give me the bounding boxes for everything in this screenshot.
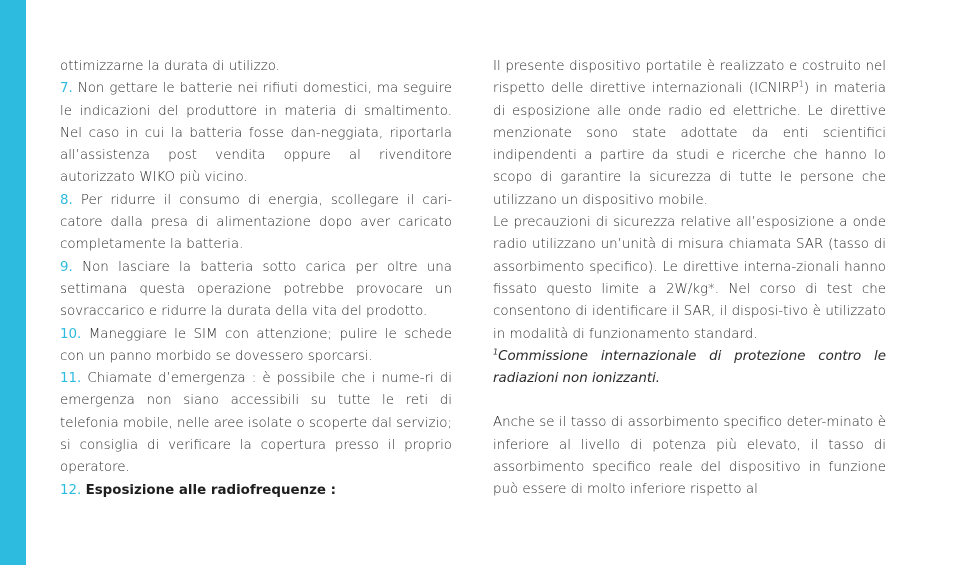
list-item-10 [60,324,452,369]
list-item-11 [60,368,452,479]
item-text: Per ridurre il consumo di energia, scollegare il cari-catore dalla presa di alimentazione dopo aver caricato completamente la batteria. [60,192,452,253]
list-item-7 [60,78,452,189]
section-heading-12 [60,480,452,502]
footnote [493,346,886,391]
item-text: Non gettare le batterie nei rifiuti domestici, ma seguire le indicazioni del produttore in materia di smaltimento. Nel caso in cui la batteria fosse dan-neggiata, riportarla all’assistenza post vendita oppure al rivenditore autorizzato WIKO più vicino. [60,81,452,186]
paragraph-icnirp [493,56,886,212]
item-number: 11. [60,371,82,387]
heading-text: Esposizione alle radiofrequenze : [85,482,336,498]
paragraph-gap [493,390,886,412]
list-item-9 [60,257,452,324]
item-number: 9. [60,259,73,275]
item-number: 7. [60,81,73,97]
item-text: Maneggiare le SIM con attenzione; pulire le schede con un panno morbido se dovessero sporcarsi. [60,326,452,364]
accent-side-bar [0,0,26,565]
paragraph-sar: Le precauzioni di sicurezza relative all’esposizione a onde radio utilizzano un’unità di misura chiamata SAR (tasso di assorbimento specifico). Le direttive interna-zionali hanno fissato questo limite a 2W/kg*. Nel corso di test che consentono di identificare il SAR, il disposi-tivo è utilizzato in modalità di funzionamento standard. [493,215,886,342]
intro-text: ottimizzarne la durata di utilizzo. [60,59,280,74]
left-column [60,56,452,502]
heading-number: 12. [60,482,82,498]
item-text: Chiamate d’emergenza : è possibile che i nume-ri di emergenza non siano accessibili su tutte le reti di telefonia mobile, nelle aree isolate o scoperte dal servizio; si consiglia di verificare la copertura presso il proprio operatore. [60,371,453,476]
footnote-ref: 1 [798,79,804,89]
item-number: 10. [60,326,82,342]
footnote-mark: 1 [493,347,499,357]
list-item-8 [60,190,452,257]
right-column [493,56,886,502]
paragraph-sar-level: Anche se il tasso di assorbimento specifico deter-minato è inferiore al livello di potenza più elevato, il tasso di assorbimento specifico reale del dispositivo in funzione può essere di molto inferiore rispetto al [493,415,886,498]
item-text: Non lasciare la batteria sotto carica per oltre una settimana questa operazione potrebbe provocare un sovraccarico e ridurre la durata della vita del prodotto. [60,259,452,320]
paragraph-text: ) in materia di esposizione alle onde radio ed elettriche. Le direttive menzionate sono state adottate da enti scientifici indipendenti a partire da studi e ricerche che hanno lo scopo di garantire la sicurezza di tutte le persone che utilizzano un dispositivo mobile. [493,81,886,208]
footnote-text: Commissione internazionale di protezione contro le radiazioni non ionizzanti. [493,348,886,387]
paragraph-text: Il presente dispositivo portatile è realizzato e costruito nel rispetto delle direttive internazionali (ICNIRP [493,59,886,97]
item-number: 8. [60,192,73,208]
